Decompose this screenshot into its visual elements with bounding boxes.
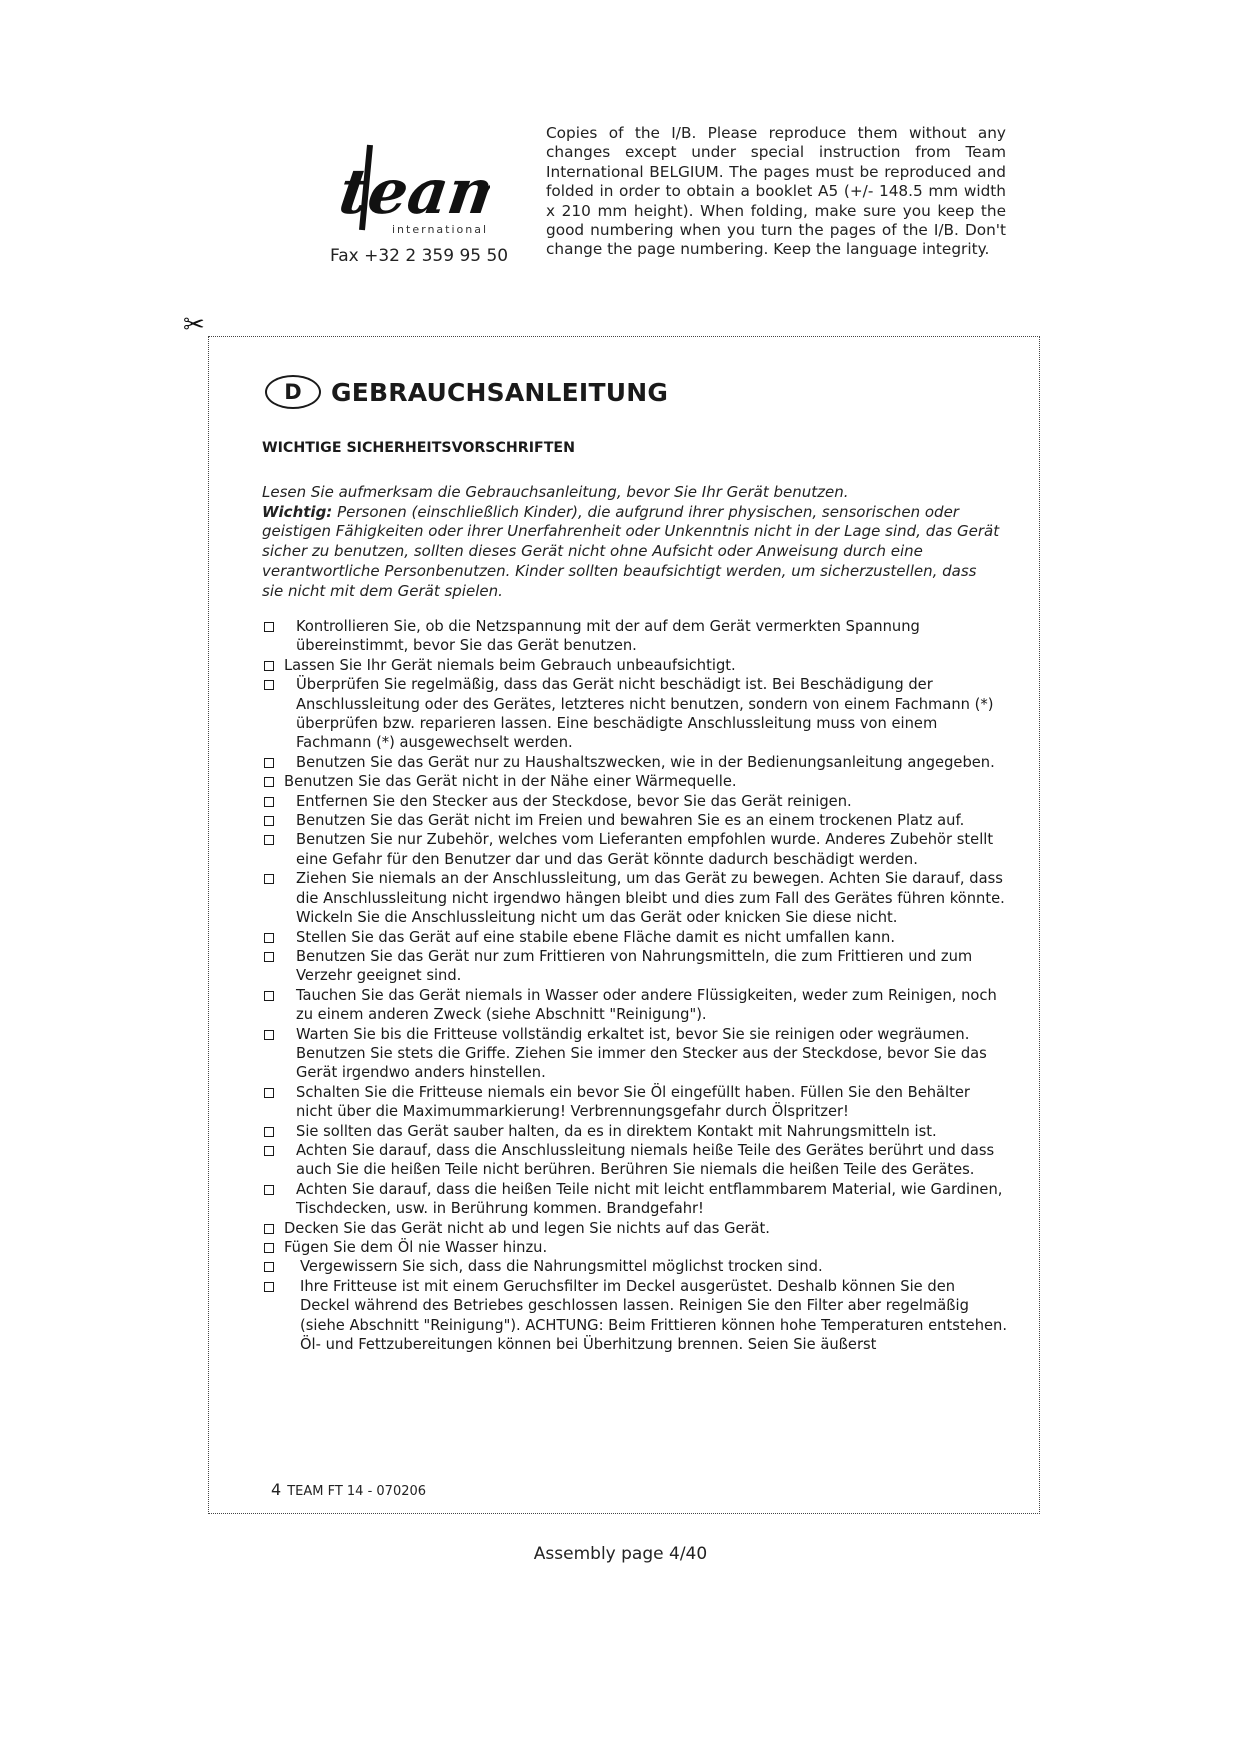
checkbox-bullet-icon bbox=[264, 1088, 274, 1098]
list-item: Lassen Sie Ihr Gerät niemals beim Gebrauch unbeaufsichtigt. bbox=[262, 656, 1007, 675]
checkbox-bullet-icon bbox=[264, 1185, 274, 1195]
section-heading: WICHTIGE SICHERHEITSVORSCHRIFTEN bbox=[262, 440, 575, 456]
list-item: Achten Sie darauf, dass die Anschlussleitung niemals heiße Teile des Gerätes berührt und dass auch Sie die heißen Teile nicht berühren. Berühren Sie niemals die heißen Teile des Gerätes. bbox=[262, 1141, 1007, 1180]
list-item: Benutzen Sie das Gerät nur zu Haushaltszwecken, wie in der Bedienungsanleitung angegeben. bbox=[262, 753, 1007, 772]
manual-heading bbox=[265, 375, 668, 409]
checkbox-bullet-icon bbox=[264, 1282, 274, 1292]
warning-label: Wichtig: bbox=[262, 502, 333, 521]
list-item: Benutzen Sie das Gerät nicht in der Nähe einer Wärmequelle. bbox=[262, 772, 1007, 791]
intro-line: Lesen Sie aufmerksam die Gebrauchsanleitung, bevor Sie Ihr Gerät benutzen. bbox=[262, 483, 849, 501]
list-item: Tauchen Sie das Gerät niemals in Wasser oder andere Flüssigkeiten, weder zum Reinigen, noch zu einem anderen Zweck (siehe Abschnitt "Reinigung"). bbox=[262, 986, 1007, 1025]
checkbox-bullet-icon bbox=[264, 797, 274, 807]
list-item: Ziehen Sie niemals an der Anschlussleitung, um das Gerät zu bewegen. Achten Sie darauf, dass die Anschlussleitung nicht irgendwo hängen bleibt und dies zum Fall des Gerätes führen könnte. Wickeln Sie die Anschlussleitung nicht um das Gerät oder knicken Sie diese nicht. bbox=[262, 869, 1007, 927]
intro-paragraph bbox=[262, 483, 1002, 601]
checkbox-bullet-icon bbox=[264, 758, 274, 768]
list-item: Schalten Sie die Fritteuse niemals ein bevor Sie Öl eingefüllt haben. Füllen Sie den Behälter nicht über die Maximummarkierung! Verbrennungsgefahr durch Ölspritzer! bbox=[262, 1083, 1007, 1122]
list-item: Benutzen Sie das Gerät nur zum Frittieren von Nahrungsmitteln, die zum Frittieren und zum Verzehr geeignet sind. bbox=[262, 947, 1007, 986]
checkbox-bullet-icon bbox=[264, 874, 274, 884]
list-item: Fügen Sie dem Öl nie Wasser hinzu. bbox=[262, 1238, 1007, 1257]
checkbox-bullet-icon bbox=[264, 1224, 274, 1234]
page-footer bbox=[271, 1480, 426, 1499]
reproduction-instructions: Copies of the I/B. Please reproduce them without any changes except under special instruction from Team International BELGIUM. The pages must be reproduced and folded in order to obtain a booklet A5 (+/- 148.5 mm width x 210 mm height). When folding, make sure you keep the good numbering when you turn the pages of the I/B. Don't change the page numbering. Keep the language integrity. bbox=[546, 124, 1006, 259]
checkbox-bullet-icon bbox=[264, 680, 274, 690]
model-code: TEAM FT 14 - 070206 bbox=[287, 1484, 427, 1499]
logo-sub-text: international bbox=[392, 223, 489, 236]
list-item: Vergewissern Sie sich, dass die Nahrungsmittel möglichst trocken sind. bbox=[262, 1257, 1007, 1276]
list-item: Sie sollten das Gerät sauber halten, da es in direktem Kontakt mit Nahrungsmitteln ist. bbox=[262, 1122, 1007, 1141]
fax-number: Fax +32 2 359 95 50 bbox=[330, 246, 509, 266]
scissors-icon: ✂ bbox=[183, 310, 205, 340]
warning-paragraph bbox=[262, 503, 1002, 602]
checkbox-bullet-icon bbox=[264, 1146, 274, 1156]
list-item: Kontrollieren Sie, ob die Netzspannung mit der auf dem Gerät vermerkten Spannung übereinstimmt, bevor Sie das Gerät benutzen. bbox=[262, 617, 1007, 656]
team-international-logo bbox=[340, 135, 490, 245]
list-item: Ihre Fritteuse ist mit einem Geruchsfilter im Deckel ausgerüstet. Deshalb können Sie den Deckel während des Betriebes geschlossen lassen. Reinigen Sie den Filter aber regelmäßig (siehe Abschnitt "Reinigung"). ACHTUNG: Beim Frittieren können hohe Temperaturen entstehen. Öl- und Fettzubereitungen können bei Überhitzung brennen. Seien Sie äußerst bbox=[262, 1277, 1007, 1355]
checkbox-bullet-icon bbox=[264, 622, 274, 632]
checkbox-bullet-icon bbox=[264, 1243, 274, 1253]
checkbox-bullet-icon bbox=[264, 835, 274, 845]
checkbox-bullet-icon bbox=[264, 991, 274, 1001]
list-item: Warten Sie bis die Fritteuse vollständig erkaltet ist, bevor Sie sie reinigen oder wegräumen. Benutzen Sie stets die Griffe. Ziehen Sie immer den Stecker aus der Steckdose, bevor Sie das Gerät irgendwo anders hinstellen. bbox=[262, 1025, 1007, 1083]
safety-list bbox=[262, 617, 1007, 1354]
checkbox-bullet-icon bbox=[264, 1127, 274, 1137]
checkbox-bullet-icon bbox=[264, 1030, 274, 1040]
manual-title: GEBRAUCHSANLEITUNG bbox=[331, 377, 669, 407]
list-item: Benutzen Sie nur Zubehör, welches vom Lieferanten empfohlen wurde. Anderes Zubehör stellt eine Gefahr für den Benutzer dar und das Gerät könnte dadurch beschädigt werden. bbox=[262, 830, 1007, 869]
list-item: Überprüfen Sie regelmäßig, dass das Gerät nicht beschädigt ist. Bei Beschädigung der Anschlussleitung oder des Gerätes, letzteres nicht benutzen, sondern von einem Fachmann (*) überprüfen bzw. reparieren lassen. Eine beschädigte Anschlussleitung muss von einem Fachmann (*) ausgewechselt werden. bbox=[262, 675, 1007, 753]
checkbox-bullet-icon bbox=[264, 816, 274, 826]
warning-text: Personen (einschließlich Kinder), die aufgrund ihrer physischen, sensorischen oder geistigen Fähigkeiten oder ihrer Unerfahrenheit oder Unkenntnis nicht in der Lage sind, das Gerät sicher zu benutzen, sollten dieses Gerät nicht ohne Aufsicht oder Anweisung durch eine verantwortliche Personbenutzen. Kinder sollten beaufsichtigt werden, um sicherzustellen, dass sie nicht mit dem Gerät spielen. bbox=[262, 502, 1000, 600]
checkbox-bullet-icon bbox=[264, 661, 274, 671]
list-item: Decken Sie das Gerät nicht ab und legen Sie nichts auf das Gerät. bbox=[262, 1219, 1007, 1238]
page-number: 4 bbox=[271, 1480, 282, 1499]
list-item: Achten Sie darauf, dass die heißen Teile nicht mit leicht entflammbarem Material, wie Gardinen, Tischdecken, usw. in Berührung kommen. Brandgefahr! bbox=[262, 1180, 1007, 1219]
checkbox-bullet-icon bbox=[264, 952, 274, 962]
checkbox-bullet-icon bbox=[264, 777, 274, 787]
checkbox-bullet-icon bbox=[264, 933, 274, 943]
assembly-page-label: Assembly page 4/40 bbox=[533, 1544, 708, 1564]
list-item: Stellen Sie das Gerät auf eine stabile ebene Fläche damit es nicht umfallen kann. bbox=[262, 928, 1007, 947]
checkbox-bullet-icon bbox=[264, 1262, 274, 1272]
list-item: Benutzen Sie das Gerät nicht im Freien und bewahren Sie es an einem trockenen Platz auf. bbox=[262, 811, 1007, 830]
list-item: Entfernen Sie den Stecker aus der Steckdose, bevor Sie das Gerät reinigen. bbox=[262, 792, 1007, 811]
language-badge: D bbox=[265, 375, 321, 409]
logo-brand-text: team bbox=[340, 155, 490, 228]
